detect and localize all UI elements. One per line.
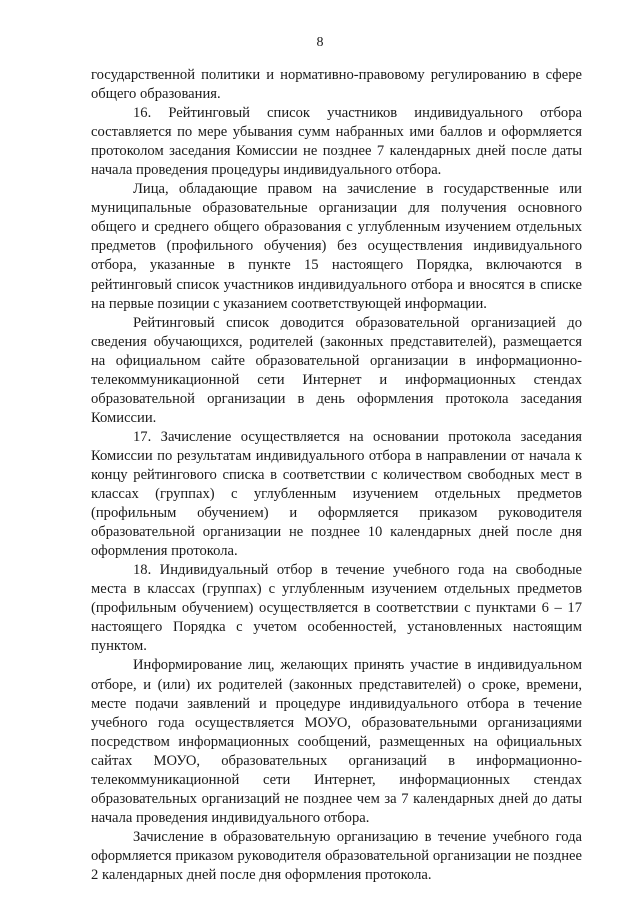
paragraph-exempt-persons: Лица, обладающие правом на зачисление в государственные или муниципальные образовательные организации для получения основного общего и среднего общего образования с углубленным изучением отдельных предметов (профильного обучения) без осуществления индивидуального отбора, указанные в пункте 15 настоящего Порядка, включаются в рейтинговый список участников индивидуального отбора и вносятся в списке на первые позиции с указанием соответствующей информации. bbox=[91, 181, 582, 312]
paragraph-enrollment-during-year: Зачисление в образовательную организацию в течение учебного года оформляется приказом руководителя образовательной организации не позднее 2 календарных дней после дня оформления протокола. bbox=[91, 828, 582, 883]
paragraph-item-17: 17. Зачисление осуществляется на основании протокола заседания Комиссии по результатам индивидуального отбора в направлении от начала к концу рейтингового списка в соответствии с количеством свободных мест в классах (группах) с углубленным изучением отдельных предметов (профильным обучением) и оформляется приказом руководителя образовательной организации не позднее 10 календарных дней после дня оформления протокола. bbox=[91, 428, 582, 560]
paragraph-continuation: государственной политики и нормативно-правовому регулированию в сфере общего образования. bbox=[91, 67, 582, 103]
paragraph-informing: Информирование лиц, желающих принять участие в индивидуальном отборе, и (или) их родителей (законных представителей) о сроке, времени, месте подачи заявлений и процедуре индивидуального отбора в течение учебного года осуществляется МОУО, образовательными организациями посредством информационных сообщений, размещенных на официальных сайтах МОУО, образовательных организаций в информационно-телекоммуникационной сети Интернет, информационных стендах образовательных организаций не позднее чем за 7 календарных дней до даты начала проведения индивидуального отбора. bbox=[91, 657, 582, 826]
page-number: 8 bbox=[316, 35, 324, 50]
document-body bbox=[91, 66, 582, 885]
paragraph-item-16: 16. Рейтинговый список участников индивидуального отбора составляется по мере убывания сумм набранных ими баллов и оформляется протоколом заседания Комиссии не позднее 7 календарных дней после даты начала проведения процедуры индивидуального отбора. bbox=[91, 105, 582, 179]
paragraph-rating-list-publication: Рейтинговый список доводится образовательной организацией до сведения обучающихся, родителей (законных представителей), размещается на официальном сайте образовательной организации в информационно-телекоммуникационной сети Интернет и информационных стендах образовательной организации в день оформления протокола заседания Комиссии. bbox=[91, 314, 582, 426]
paragraph-item-18: 18. Индивидуальный отбор в течение учебного года на свободные места в классах (группах) с углубленным изучением отдельных предметов (профильным обучением) осуществляется в соответствии с пунктами 6 – 17 настоящего Порядка с учетом особенностей, установленных настоящим пунктом. bbox=[91, 562, 582, 655]
